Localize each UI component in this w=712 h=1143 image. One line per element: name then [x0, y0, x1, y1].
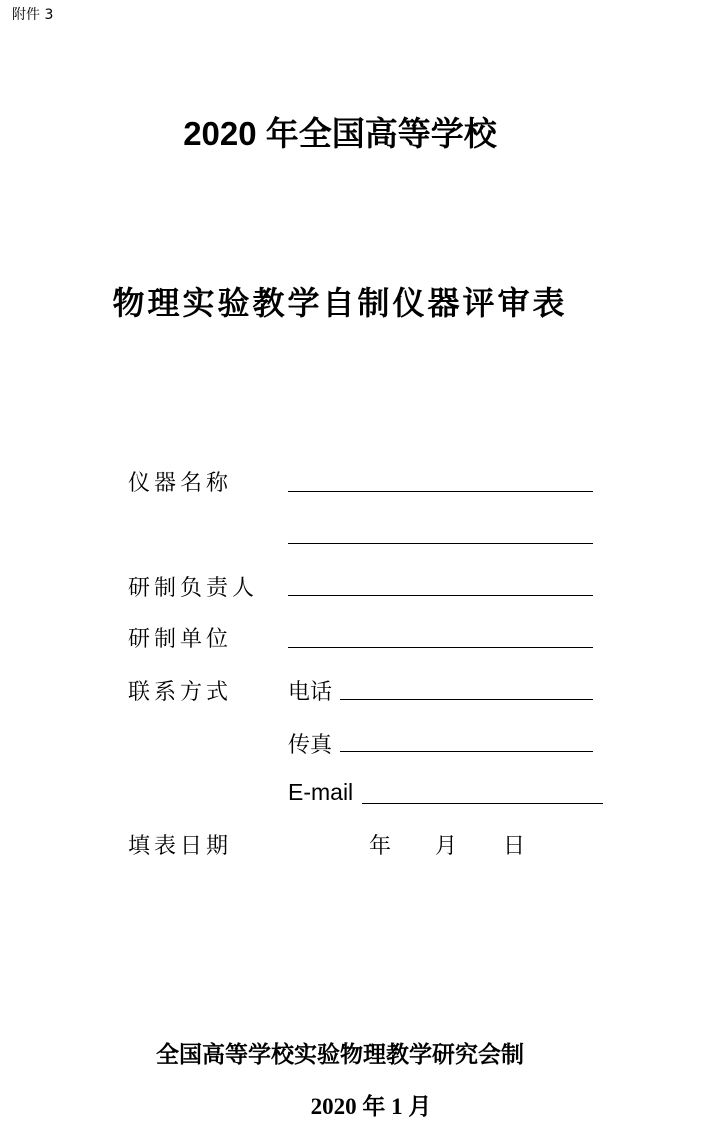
- fax-label: 传真: [288, 733, 333, 758]
- fill-date-label: 填表日期: [128, 834, 233, 859]
- phone-label: 电话: [288, 680, 333, 705]
- developer-label: 研制负责人: [128, 576, 259, 601]
- instrument-name-line-2[interactable]: [288, 543, 593, 544]
- email-label: E-mail: [288, 779, 354, 805]
- attachment-label: 附件 3: [12, 7, 54, 23]
- footer-date: 2020 年 1 月: [310, 1094, 432, 1119]
- unit-label: 研制单位: [128, 627, 233, 652]
- month-label: 月: [435, 834, 458, 859]
- unit-line[interactable]: [288, 647, 593, 648]
- contact-label: 联系方式: [128, 680, 233, 705]
- title-line-2: 物理实验教学自制仪器评审表: [112, 284, 568, 322]
- day-label: 日: [503, 834, 526, 859]
- fax-line[interactable]: [340, 751, 593, 752]
- title-line-1: 2020 年全国高等学校: [183, 115, 497, 152]
- instrument-name-label: 仪器名称: [128, 471, 233, 496]
- email-line[interactable]: [362, 803, 603, 804]
- instrument-name-line-1[interactable]: [288, 491, 593, 492]
- year-label: 年: [369, 834, 392, 859]
- developer-line[interactable]: [288, 595, 593, 596]
- phone-line[interactable]: [340, 699, 593, 700]
- footer-organization: 全国高等学校实验物理教学研究会制: [156, 1041, 524, 1068]
